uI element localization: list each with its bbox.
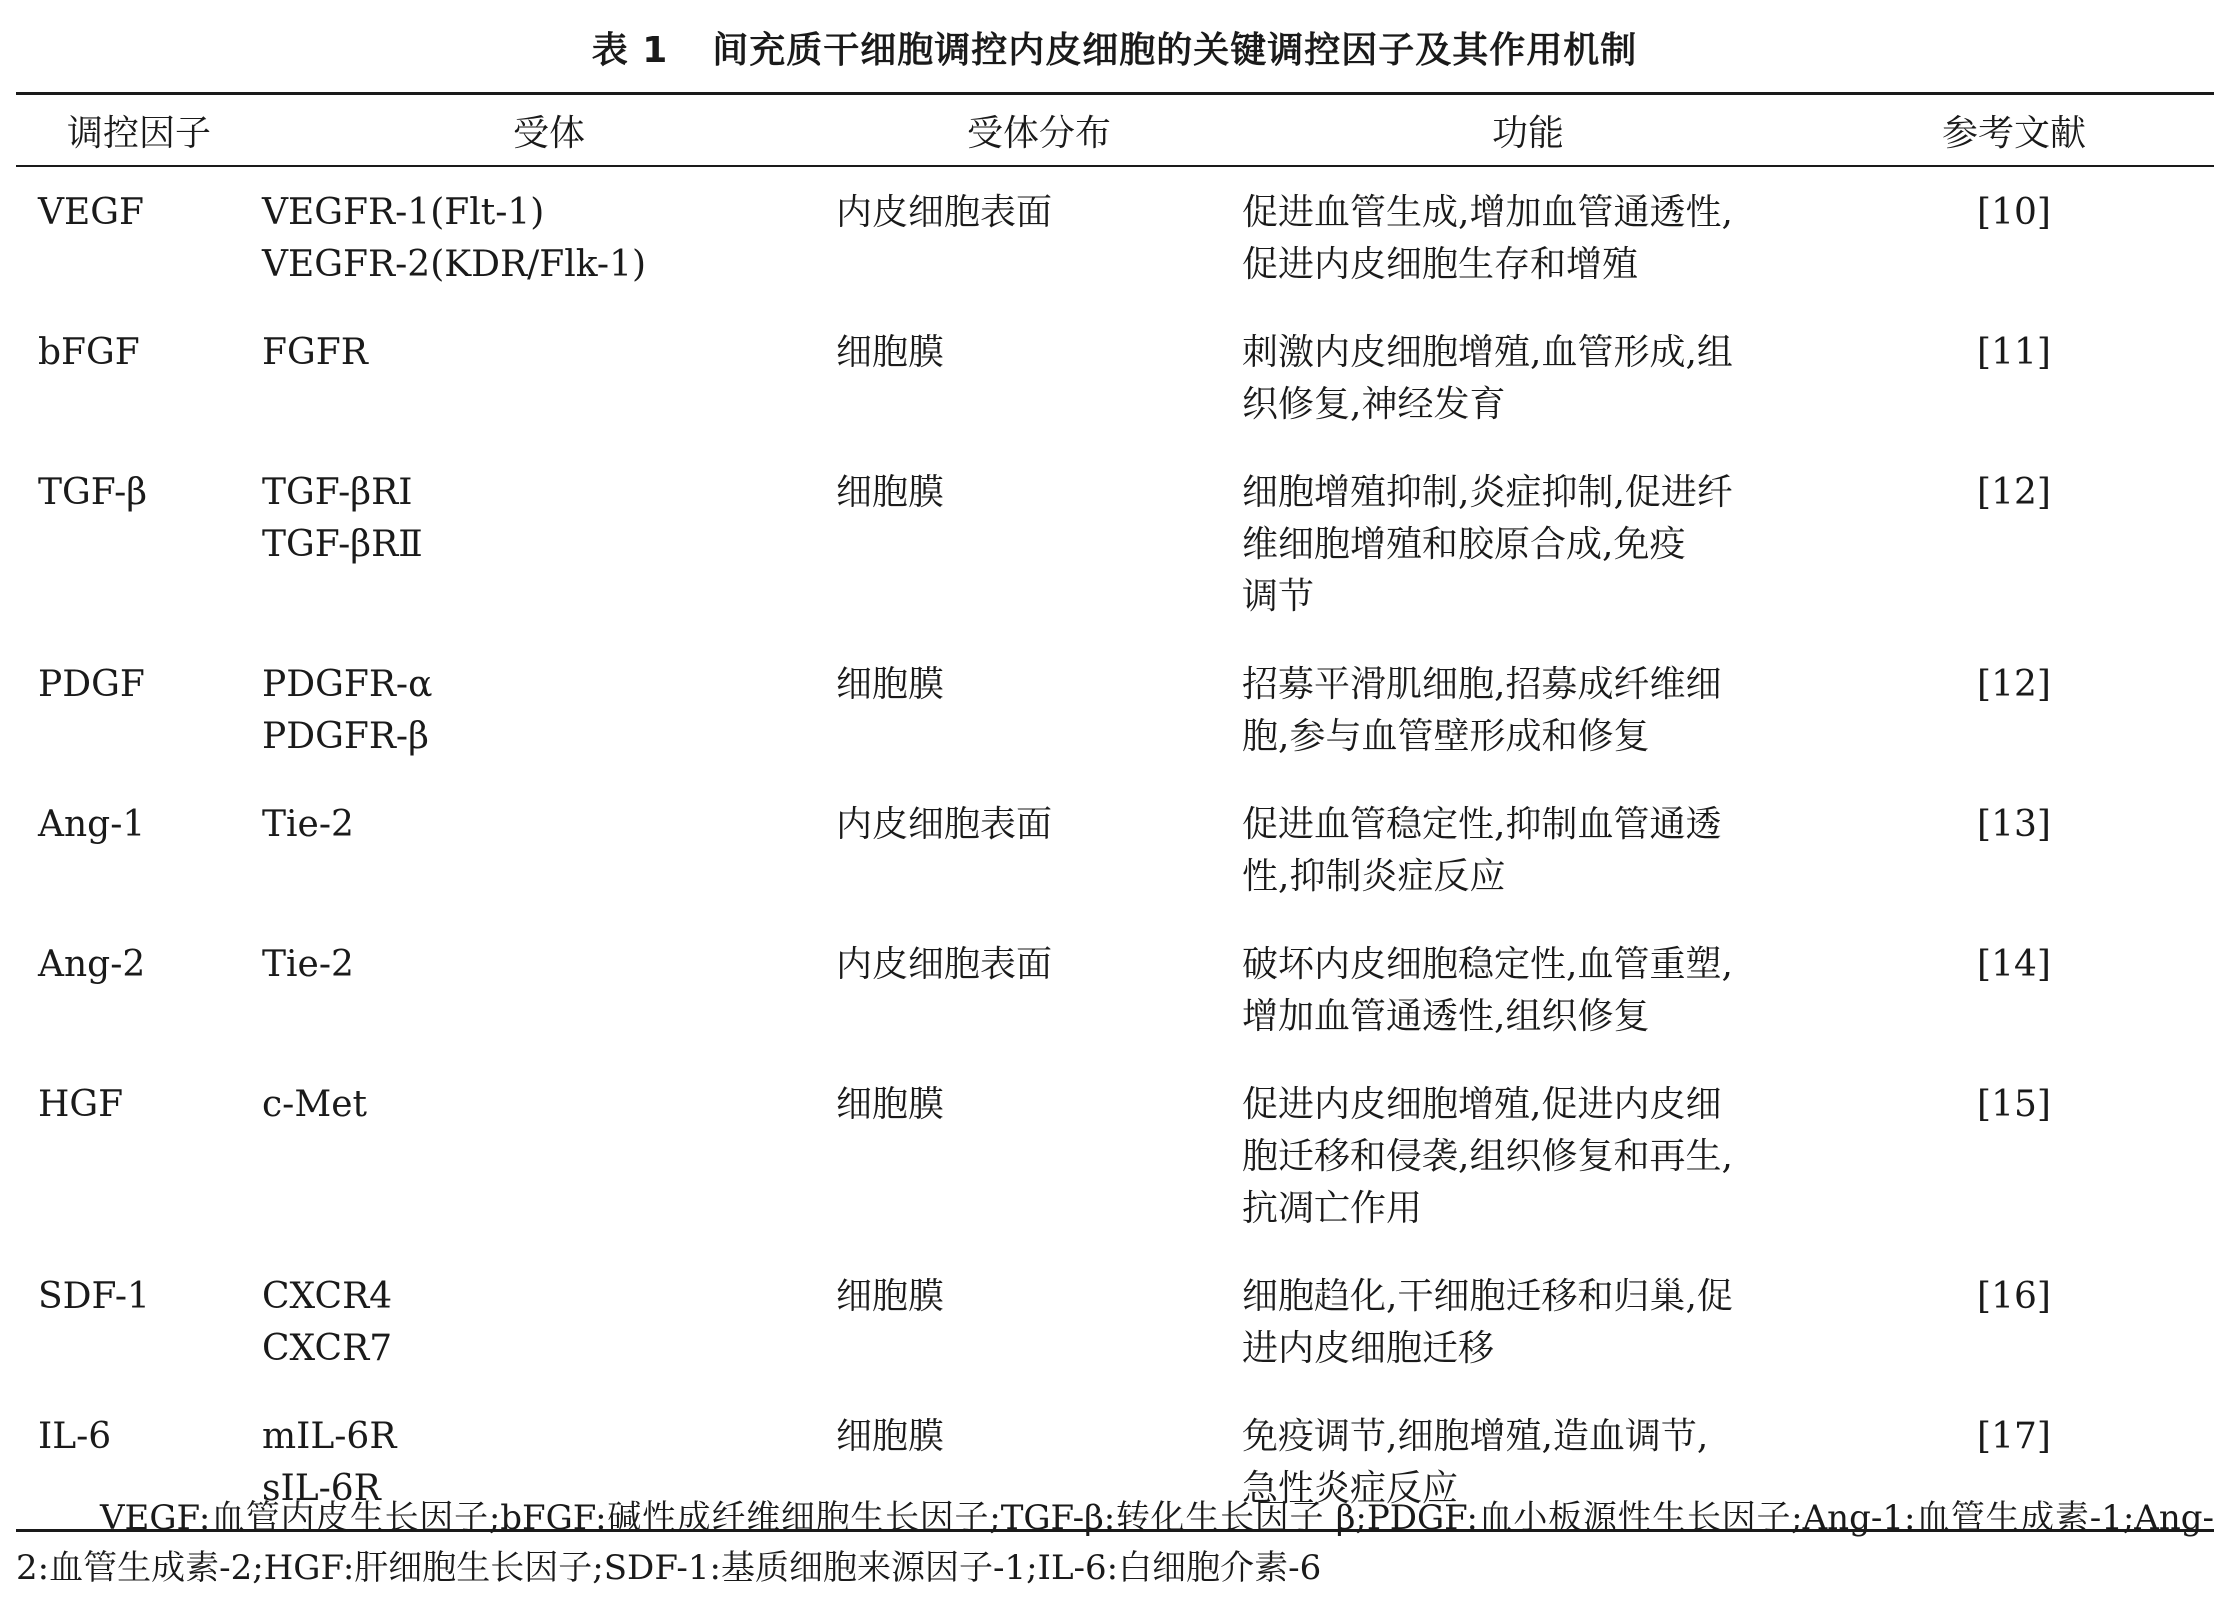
- function-line: 招募平滑肌细胞,招募成纤维细: [1242, 664, 1722, 705]
- reference-cell: [12]: [1977, 664, 2051, 705]
- table-row: [16, 1065, 2214, 1257]
- reference-cell: [15]: [1977, 1084, 2051, 1125]
- factor-cell: bFGF: [38, 332, 140, 373]
- receptor-cell: [262, 1257, 836, 1397]
- function-cell: [1242, 785, 1814, 925]
- function-line: 性,抑制炎症反应: [1242, 856, 1506, 897]
- receptor-cell: [262, 313, 836, 453]
- factor-cell: PDGF: [38, 664, 145, 705]
- distribution-cell: 内皮细胞表面: [836, 944, 1053, 985]
- function-line: 抗凋亡作用: [1242, 1188, 1423, 1229]
- reference-cell: [13]: [1977, 804, 2051, 845]
- receptor-line: PDGFR-β: [262, 716, 429, 757]
- header-factor: 调控因子: [66, 112, 211, 154]
- function-line: 急性炎症反应: [1242, 1468, 1459, 1509]
- factor-cell: Ang-1: [38, 804, 146, 845]
- distribution-cell: 细胞膜: [836, 1084, 945, 1125]
- distribution-cell: 内皮细胞表面: [836, 192, 1053, 233]
- function-line: 细胞增殖抑制,炎症抑制,促进纤: [1242, 472, 1733, 513]
- function-line: 细胞趋化,干细胞迁移和归巢,促: [1242, 1276, 1733, 1317]
- reference-cell: [11]: [1977, 332, 2051, 373]
- function-line: 促进内皮细胞增殖,促进内皮细: [1242, 1084, 1722, 1125]
- receptor-line: Tie-2: [262, 804, 354, 845]
- header-receptor: 受体: [512, 112, 585, 154]
- distribution-cell: 细胞膜: [836, 664, 945, 705]
- header-distribution: 受体分布: [966, 112, 1111, 154]
- table-row: [16, 785, 2214, 925]
- function-line: 进内皮细胞迁移: [1242, 1328, 1495, 1369]
- receptor-line: Tie-2: [262, 944, 354, 985]
- function-cell: [1242, 313, 1814, 453]
- regulatory-factors-table: [16, 92, 2214, 1532]
- function-line: 胞,参与血管壁形成和修复: [1242, 716, 1650, 757]
- factor-cell: SDF-1: [38, 1276, 150, 1317]
- table-row: [16, 925, 2214, 1065]
- function-line: 刺激内皮细胞增殖,血管形成,组: [1242, 332, 1733, 373]
- factor-cell: IL-6: [38, 1416, 112, 1457]
- table-number: 表 1: [591, 30, 669, 71]
- function-cell: [1242, 1257, 1814, 1397]
- receptor-cell: [262, 785, 836, 925]
- table-body: [16, 166, 2214, 1531]
- function-line: 调节: [1242, 576, 1315, 617]
- function-line: 增加血管通透性,组织修复: [1242, 996, 1650, 1037]
- reference-cell: [14]: [1977, 944, 2051, 985]
- function-cell: [1242, 1065, 1814, 1257]
- function-cell: [1242, 645, 1814, 785]
- receptor-cell: [262, 453, 836, 645]
- function-line: 促进血管稳定性,抑制血管通透: [1242, 804, 1722, 845]
- receptor-line: VEGFR-1(Flt-1): [262, 192, 545, 233]
- distribution-cell: 细胞膜: [836, 332, 945, 373]
- receptor-line: c-Met: [262, 1084, 367, 1125]
- function-line: 织修复,神经发育: [1242, 384, 1506, 425]
- distribution-cell: 细胞膜: [836, 1416, 945, 1457]
- factor-cell: VEGF: [38, 192, 145, 233]
- receptor-line: PDGFR-α: [262, 664, 433, 705]
- function-cell: [1242, 166, 1814, 313]
- function-line: 胞迁移和侵袭,组织修复和再生,: [1242, 1136, 1733, 1177]
- table-caption: [0, 22, 2229, 73]
- receptor-line: mIL-6R: [262, 1416, 397, 1457]
- receptor-line: VEGFR-2(KDR/Flk-1): [262, 244, 647, 285]
- table-row: [16, 166, 2214, 313]
- reference-cell: [10]: [1977, 192, 2051, 233]
- table-title: 间充质干细胞调控内皮细胞的关键调控因子及其作用机制: [712, 30, 1638, 71]
- factor-cell: TGF-β: [38, 472, 148, 513]
- function-cell: [1242, 453, 1814, 645]
- receptor-line: sIL-6R: [262, 1468, 381, 1509]
- table-row: [16, 313, 2214, 453]
- header-reference: 参考文献: [1941, 112, 2086, 154]
- table-row: [16, 453, 2214, 645]
- receptor-line: FGFR: [262, 332, 368, 373]
- header-function: 功能: [1491, 112, 1564, 154]
- distribution-cell: 细胞膜: [836, 1276, 945, 1317]
- reference-cell: [16]: [1977, 1276, 2051, 1317]
- function-line: 维细胞增殖和胶原合成,免疫: [1242, 524, 1686, 565]
- receptor-line: CXCR7: [262, 1328, 393, 1369]
- function-line: 破坏内皮细胞稳定性,血管重塑,: [1242, 944, 1733, 985]
- receptor-cell: [262, 166, 836, 313]
- function-line: 免疫调节,细胞增殖,造血调节,: [1242, 1416, 1709, 1457]
- receptor-line: CXCR4: [262, 1276, 393, 1317]
- receptor-cell: [262, 925, 836, 1065]
- receptor-cell: [262, 1065, 836, 1257]
- receptor-line: TGF-βRⅡ: [262, 524, 423, 565]
- reference-cell: [12]: [1977, 472, 2051, 513]
- table-footnote: VEGF:血管内皮生长因子;bFGF:碱性成纤维细胞生长因子;TGF-β:转化生长因子 β;PDGF:血小板源性生长因子;Ang-1:血管生成素-1;Ang-2:血管生成素-2;HGF:肝细胞生长因子;SDF-1:基质细胞来源因子-1;IL-6:白细胞介素-6: [16, 1498, 2214, 1588]
- reference-cell: [17]: [1977, 1416, 2051, 1457]
- distribution-cell: 细胞膜: [836, 472, 945, 513]
- function-line: 促进血管生成,增加血管通透性,: [1242, 192, 1733, 233]
- receptor-line: TGF-βRⅠ: [262, 472, 413, 513]
- table-row: [16, 645, 2214, 785]
- factor-cell: Ang-2: [38, 944, 146, 985]
- distribution-cell: 内皮细胞表面: [836, 804, 1053, 845]
- factor-cell: HGF: [38, 1084, 124, 1125]
- receptor-cell: [262, 645, 836, 785]
- table-header-row: [16, 94, 2214, 167]
- function-line: 促进内皮细胞生存和增殖: [1242, 244, 1639, 285]
- function-cell: [1242, 925, 1814, 1065]
- table-row: [16, 1257, 2214, 1397]
